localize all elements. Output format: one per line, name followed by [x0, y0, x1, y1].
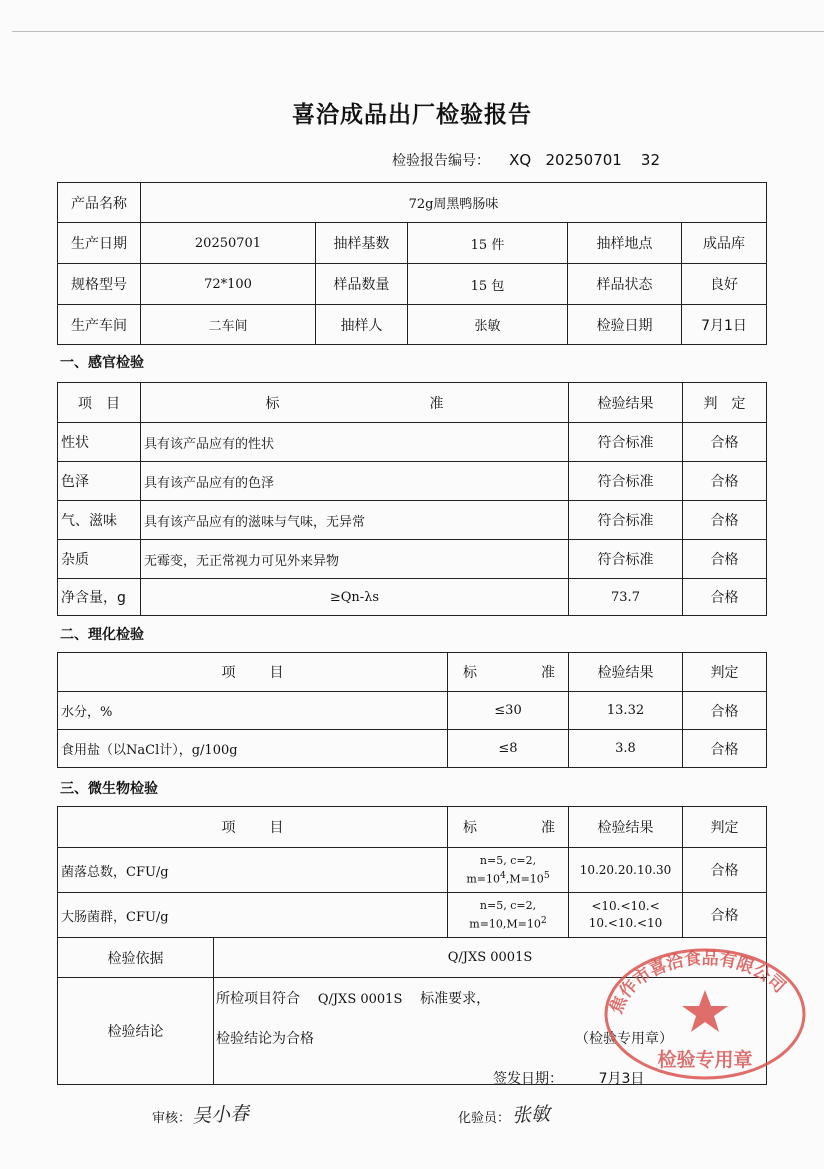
sensory-header-standard	[141, 383, 569, 423]
sensory-result: 符合标准	[569, 423, 683, 462]
reviewer-signature: 吴小春	[191, 1102, 250, 1128]
physchem-standard: ≤30	[448, 692, 569, 730]
sensory-judge: 合格	[683, 423, 767, 462]
micro-standard	[448, 893, 569, 938]
physchem-item: 食用盐（以NaCl计），g/100g	[58, 730, 448, 768]
issue-date-value: 7月3日	[598, 1071, 645, 1087]
physchem-item: 水分，%	[58, 692, 448, 730]
table-row	[58, 501, 767, 540]
sensory-judge: 合格	[683, 462, 767, 501]
report-number-seq: 32	[640, 151, 661, 169]
company-seal-stamp	[602, 946, 808, 1082]
test-date-value: 7月1日	[682, 305, 767, 345]
micro-header-std-a: 标	[463, 820, 477, 836]
sensory-item: 净含量，g	[58, 579, 141, 616]
micro-header-item-b: 目	[269, 820, 284, 836]
conclusion-line2: 检验结论为合格	[216, 1031, 314, 1047]
physchem-judge: 合格	[683, 692, 767, 730]
physchem-result: 13.32	[569, 692, 683, 730]
report-number-prefix: XQ	[509, 151, 532, 169]
sensory-result: 符合标准	[569, 501, 683, 540]
spec-label: 规格型号	[58, 264, 141, 305]
workshop-label: 生产车间	[58, 305, 141, 345]
micro-heading: 三、微生物检验	[60, 781, 158, 797]
micro-result-line2: 10.<10.<10	[588, 916, 663, 930]
table-row	[58, 423, 767, 462]
sensory-item: 色泽	[58, 462, 141, 501]
sample-qty-value: 15 包	[408, 264, 568, 305]
physchem-header-item-b: 目	[269, 665, 284, 681]
report-number-label: 检验报告编号：	[392, 153, 490, 169]
sensory-result: 符合标准	[569, 540, 683, 579]
sensory-header-judge: 判 定	[683, 383, 767, 423]
basis-label: 检验依据	[58, 938, 214, 978]
micro-judge: 合格	[683, 848, 767, 893]
sample-state-label: 样品状态	[568, 264, 682, 305]
table-row	[58, 692, 767, 730]
sensory-standard: ≥Qn-λs	[141, 579, 569, 616]
micro-header-judge: 判定	[683, 807, 767, 848]
table-row	[58, 893, 767, 938]
micro-standard-m: m=10,	[469, 917, 507, 931]
micro-standard-m: m=10	[466, 872, 500, 886]
sensory-judge: 合格	[683, 579, 767, 616]
reviewer-label: 审核：	[152, 1111, 192, 1126]
micro-standard-M-exp: 5	[543, 870, 550, 882]
micro-standard-M-exp: 2	[540, 915, 547, 927]
conclusion-line1-a: 所检项目符合	[216, 991, 300, 1007]
sensory-standard: 具有该产品应有的滋味与气味，无异常	[141, 501, 569, 540]
physchem-judge: 合格	[683, 730, 767, 768]
sensory-standard: 具有该产品应有的性状	[141, 423, 569, 462]
prod-date-label: 生产日期	[58, 223, 141, 264]
tester-signature: 张敏	[511, 1103, 551, 1127]
micro-result-line1: <10.<10.<	[591, 899, 660, 913]
conclusion-label: 检验结论	[58, 978, 214, 1085]
micro-standard-M: ,M=10	[505, 872, 544, 886]
product-name-label: 产品名称	[58, 183, 141, 223]
micro-item: 大肠菌群，CFU/g	[58, 893, 448, 938]
prod-date-value: 20250701	[141, 223, 316, 264]
micro-item: 菌落总数，CFU/g	[58, 848, 448, 893]
sensory-header-std-a: 标	[265, 395, 280, 412]
micro-header-result: 检验结果	[569, 807, 683, 848]
report-title: 喜洽成品出厂检验报告	[292, 102, 532, 128]
table-row	[58, 848, 767, 893]
physchem-standard: ≤8	[448, 730, 569, 768]
test-date-label: 检验日期	[568, 305, 682, 345]
physchem-header-item-a: 项	[221, 665, 236, 681]
sampler-label: 抽样人	[316, 305, 408, 345]
issue-date-label: 签发日期：	[493, 1071, 563, 1087]
sensory-header-item: 项 目	[58, 383, 141, 423]
seal-top-text: 焦作市喜洽食品有限公司	[606, 948, 790, 1017]
sensory-result: 符合标准	[569, 462, 683, 501]
sensory-item: 气、滋味	[58, 501, 141, 540]
conclusion-line1-b: 标准要求，	[420, 991, 491, 1007]
conclusion-line1	[216, 988, 490, 1008]
micro-result	[569, 893, 683, 938]
sample-qty-label: 样品数量	[316, 264, 408, 305]
table-row	[58, 540, 767, 579]
physchem-header-judge: 判定	[683, 653, 767, 692]
sample-place-label: 抽样地点	[568, 223, 682, 264]
sensory-table	[57, 382, 767, 616]
sensory-item: 性状	[58, 423, 141, 462]
micro-result: 10.20.20.10.30	[569, 848, 683, 893]
micro-standard-m-exp: 4	[500, 870, 506, 882]
report-number-date: 20250701	[545, 151, 622, 169]
physchem-header-std-a: 标	[463, 665, 477, 681]
table-row	[58, 579, 767, 616]
sensory-item: 杂质	[58, 540, 141, 579]
physchem-result: 3.8	[569, 730, 683, 768]
sample-state-value: 良好	[682, 264, 767, 305]
table-row	[58, 462, 767, 501]
seal-text: （检验专用章）	[575, 1031, 673, 1047]
sensory-standard: 具有该产品应有的色泽	[141, 462, 569, 501]
micro-header-item	[58, 807, 448, 848]
report-number	[392, 150, 660, 170]
physchem-header-standard	[448, 653, 569, 692]
sensory-standard: 无霉变，无正常视力可见外来异物	[141, 540, 569, 579]
sample-base-label: 抽样基数	[316, 223, 408, 264]
product-name-value: 72g周黑鸭肠味	[141, 183, 767, 223]
sample-place-value: 成品库	[682, 223, 767, 264]
table-row	[58, 730, 767, 768]
sensory-header-std-b: 准	[429, 395, 444, 412]
sample-base-value: 15 件	[408, 223, 568, 264]
micro-header-standard	[448, 807, 569, 848]
sensory-result: 73.7	[569, 579, 683, 616]
sensory-judge: 合格	[683, 501, 767, 540]
physchem-header-item	[58, 653, 448, 692]
sensory-heading: 一、感官检验	[60, 355, 144, 371]
conclusion-line1-std: Q/JXS 0001S	[317, 992, 403, 1007]
tester-label: 化验员：	[458, 1111, 511, 1126]
spec-value: 72*100	[141, 264, 316, 305]
physchem-table	[57, 652, 767, 768]
micro-standard-line1: n=5, c=2,	[479, 854, 537, 868]
sensory-header-result: 检验结果	[569, 383, 683, 423]
micro-header-item-a: 项	[221, 820, 236, 836]
sensory-judge: 合格	[683, 540, 767, 579]
physchem-heading: 二、理化检验	[60, 627, 144, 643]
micro-header-std-b: 准	[541, 820, 555, 836]
physchem-header-result: 检验结果	[569, 653, 683, 692]
micro-standard-M: M=10	[506, 917, 541, 931]
micro-standard-line1: n=5, c=2,	[479, 899, 537, 913]
star-icon	[682, 990, 728, 1032]
micro-standard	[448, 848, 569, 893]
physchem-header-std-b: 准	[541, 665, 555, 681]
sampler-value: 张敏	[408, 305, 568, 345]
seal-bottom-text: 检验专用章	[657, 1049, 753, 1071]
workshop-value: 二车间	[141, 305, 316, 345]
top-rule	[12, 31, 824, 32]
micro-judge: 合格	[683, 893, 767, 938]
basis-value: Q/JXS 0001S	[214, 938, 767, 978]
basic-info-table	[57, 182, 767, 345]
